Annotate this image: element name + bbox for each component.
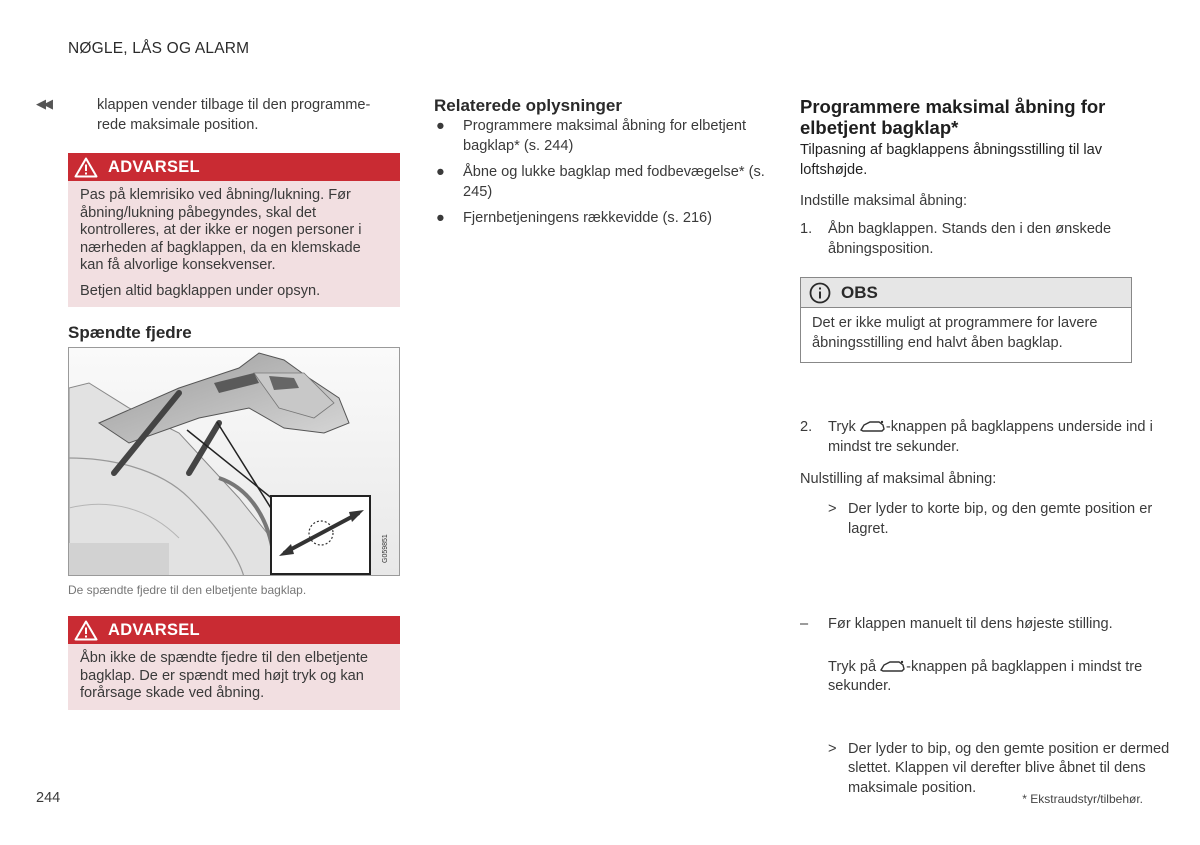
figure-caption: De spændte fjedre til den elbetjente bagklap. (68, 583, 307, 597)
reset-label: Nulstilling af maksimal åbning: (800, 471, 997, 487)
warning-label: ADVARSEL (108, 157, 200, 176)
warning-box-2 (68, 616, 400, 710)
reset-press: Tryk på -knappen på bagklappen i mindst tre sekunder. (828, 658, 1143, 694)
continuation-marker-icon: ◀◀ (36, 96, 50, 111)
program-heading: Programmere maksimal åbning for elbetjent bagklap* (800, 96, 1106, 138)
bullet-icon: ● (436, 210, 445, 226)
set-label: Indstille maksimal åbning: (800, 193, 968, 209)
warning-triangle-icon (74, 157, 98, 178)
page-number: 244 (36, 790, 61, 806)
warning-text: Pas på klemrisiko ved åbning/lukning. Før åbning/lukning påbegyndes, skal det kontrolleres, at der ikke er nogen personer i nærheden af bagklappen, da en klemskade kan få alvorlige konsekvenser. (80, 187, 362, 273)
related-heading: Relaterede oplysninger (434, 96, 623, 115)
program-subtitle: Tilpasning af bagklappens åbningsstilling til lav loftshøjde. (800, 142, 1103, 178)
result-marker: > (828, 501, 837, 517)
obs-label: OBS (841, 282, 878, 302)
warning-body (68, 644, 400, 710)
tailgate-button-icon (860, 419, 886, 433)
step-text: Åbn bagklappen. Stands den i den ønskede åbningsposition. (828, 221, 1112, 257)
reset-step: – Før klappen manuelt til dens højeste stilling. (800, 615, 1160, 635)
related-link[interactable]: ● Fjernbetjeningens rækkevidde (s. 216) (434, 209, 766, 229)
step-2-result: > Der lyder to korte bip, og den gemte position er lagret. (828, 501, 1153, 537)
continuation-text: klappen vender tilbage til den programme- rede maksimale position. (97, 97, 371, 133)
section-header: NØGLE, LÅS OG ALARM (68, 40, 250, 57)
bullet-icon: ● (436, 118, 445, 134)
step-1 (800, 220, 1160, 259)
warning-box-1 (68, 153, 400, 307)
step-2: 2. Tryk -knappen på bagklappens underside ind i mindst tre sekunder. (800, 419, 1153, 455)
related-link[interactable]: ● Åbne og lukke bagklap med fodbevægelse* (s. 245) (436, 164, 765, 200)
result-marker: > (828, 740, 837, 757)
footnote: * Ekstraudstyr/tilbehør. (1022, 792, 1143, 806)
image-code: G059851 (382, 534, 389, 563)
obs-header (801, 278, 1131, 308)
tailgate-button-icon (880, 659, 906, 673)
warning-body (68, 181, 400, 307)
obs-box (800, 277, 1132, 363)
warning-text: Åbn ikke de spændte fjedre til den elbetjente bagklap. De er spændt med højt tryk og kan forårsage skade ved åbning. (80, 650, 369, 701)
obs-text: Det er ikke muligt at programmere for lavere åbningsstilling end halvt åben bagklap. (812, 315, 1098, 351)
warning-label: ADVARSEL (108, 620, 200, 639)
related-list (434, 117, 766, 236)
dash-marker: – (800, 616, 809, 632)
related-link[interactable]: ● Programmere maksimal åbning for elbetjent bagklap* (s. 244) (436, 118, 747, 154)
warning-triangle-icon (74, 620, 98, 641)
warning-header (68, 616, 400, 644)
info-circle-icon (809, 282, 831, 304)
warning-text-2: Betjen altid bagklappen under opsyn. (80, 282, 321, 299)
step-number: 1. (800, 221, 813, 237)
reset-result: > Der lyder to bip, og den gemte position er dermed slettet. Klappen vil derefter blive åbnet til dens maksimale position. (828, 740, 1170, 796)
springs-heading: Spændte fjedre (68, 323, 192, 342)
step-number: 2. (800, 419, 813, 435)
tailgate-springs-illustration (68, 347, 400, 576)
bullet-icon: ● (436, 164, 445, 180)
warning-header (68, 153, 400, 181)
